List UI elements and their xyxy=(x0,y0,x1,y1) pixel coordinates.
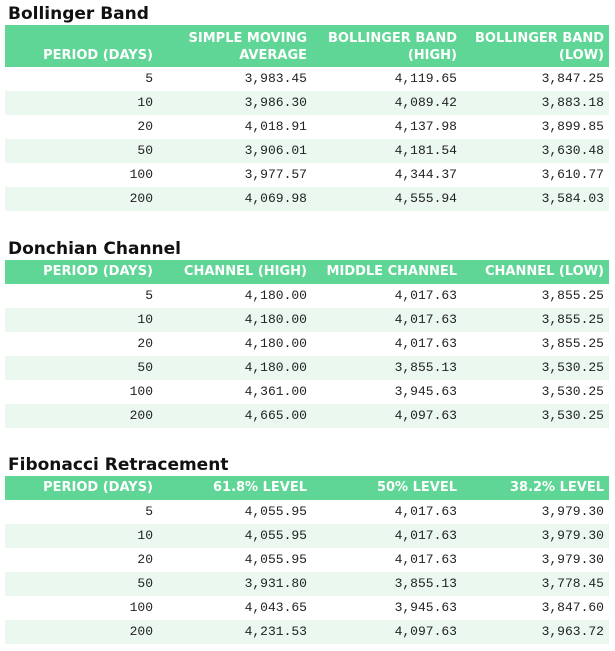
value-cell: 4,119.65 xyxy=(394,71,457,86)
column-header: PERIOD (DAYS) xyxy=(5,25,158,67)
value-cell: 4,069.98 xyxy=(158,187,312,211)
table-row xyxy=(5,572,609,596)
table-row xyxy=(5,596,609,620)
value-cell: 3,963.72 xyxy=(462,620,609,644)
value-cell: 3,530.25 xyxy=(462,404,609,428)
value-cell: 3,855.25 xyxy=(541,288,604,303)
table-row xyxy=(5,404,609,428)
value-cell: 3,530.25 xyxy=(541,384,604,399)
period-cell: 100 xyxy=(129,384,153,399)
column-header: PERIOD (DAYS) xyxy=(5,476,158,500)
table-row xyxy=(5,284,609,308)
value-cell: 4,055.95 xyxy=(158,524,312,548)
bollinger-band-section xyxy=(5,3,609,211)
table-row xyxy=(5,308,609,332)
fibonacci-retracement-title: Fibonacci Retracement xyxy=(8,455,229,475)
column-header: 61.8% LEVEL xyxy=(158,476,312,500)
value-cell: 4,018.91 xyxy=(244,119,307,134)
value-cell: 4,097.63 xyxy=(312,620,462,644)
value-cell: 4,055.95 xyxy=(244,552,307,567)
donchian-channel-table xyxy=(5,260,609,428)
value-cell: 3,855.25 xyxy=(462,308,609,332)
value-cell: 4,181.54 xyxy=(312,139,462,163)
value-cell: 3,945.63 xyxy=(394,600,457,615)
table-header-row xyxy=(5,476,609,500)
period-cell: 100 xyxy=(129,167,153,182)
value-cell: 4,180.00 xyxy=(158,356,312,380)
value-cell: 3,847.25 xyxy=(541,71,604,86)
period-cell: 10 xyxy=(5,524,158,548)
table-row xyxy=(5,187,609,211)
column-header: BOLLINGER BAND (HIGH) xyxy=(312,25,462,67)
value-cell: 4,043.65 xyxy=(244,600,307,615)
period-cell: 20 xyxy=(137,552,153,567)
column-header: PERIOD (DAYS) xyxy=(5,260,158,284)
value-cell: 4,017.63 xyxy=(312,524,462,548)
value-cell: 3,983.45 xyxy=(244,71,307,86)
value-cell: 3,847.60 xyxy=(541,600,604,615)
value-cell: 4,097.63 xyxy=(312,404,462,428)
value-cell: 3,855.25 xyxy=(541,336,604,351)
value-cell: 4,017.63 xyxy=(312,308,462,332)
table-row xyxy=(5,91,609,115)
value-cell: 3,883.18 xyxy=(462,91,609,115)
value-cell: 3,630.48 xyxy=(462,139,609,163)
period-cell: 50 xyxy=(5,139,158,163)
column-header: CHANNEL (LOW) xyxy=(462,260,609,284)
period-cell: 10 xyxy=(5,308,158,332)
period-cell: 5 xyxy=(145,71,153,86)
column-header: 38.2% LEVEL xyxy=(462,476,609,500)
table-row xyxy=(5,163,609,187)
value-cell: 3,945.63 xyxy=(394,384,457,399)
period-cell: 10 xyxy=(5,91,158,115)
value-cell: 4,180.00 xyxy=(244,336,307,351)
table-row xyxy=(5,620,609,644)
value-cell: 3,584.03 xyxy=(462,187,609,211)
period-cell: 20 xyxy=(137,336,153,351)
value-cell: 4,017.63 xyxy=(394,504,457,519)
value-cell: 3,931.80 xyxy=(158,572,312,596)
value-cell: 3,855.13 xyxy=(312,572,462,596)
period-cell: 200 xyxy=(5,620,158,644)
value-cell: 4,137.98 xyxy=(394,119,457,134)
table-row xyxy=(5,115,609,139)
value-cell: 4,231.53 xyxy=(158,620,312,644)
period-cell: 200 xyxy=(5,404,158,428)
value-cell: 3,979.30 xyxy=(462,524,609,548)
table-body xyxy=(5,284,609,428)
value-cell: 3,979.30 xyxy=(541,504,604,519)
value-cell: 4,361.00 xyxy=(244,384,307,399)
value-cell: 3,855.13 xyxy=(312,356,462,380)
value-cell: 4,180.00 xyxy=(158,308,312,332)
period-cell: 5 xyxy=(145,504,153,519)
value-cell: 3,906.01 xyxy=(158,139,312,163)
table-row xyxy=(5,67,609,91)
period-cell: 5 xyxy=(145,288,153,303)
table-row xyxy=(5,139,609,163)
period-cell: 100 xyxy=(129,600,153,615)
value-cell: 3,979.30 xyxy=(541,552,604,567)
column-header: SIMPLE MOVING AVERAGE xyxy=(158,25,312,67)
fibonacci-retracement-table xyxy=(5,476,609,644)
value-cell: 4,555.94 xyxy=(312,187,462,211)
column-header: MIDDLE CHANNEL xyxy=(312,260,462,284)
value-cell: 4,017.63 xyxy=(394,552,457,567)
value-cell: 4,344.37 xyxy=(394,167,457,182)
table-body xyxy=(5,67,609,211)
period-cell: 50 xyxy=(5,572,158,596)
donchian-channel-section xyxy=(5,238,609,428)
period-cell: 50 xyxy=(5,356,158,380)
value-cell: 3,778.45 xyxy=(462,572,609,596)
value-cell: 4,017.63 xyxy=(394,288,457,303)
column-header: BOLLINGER BAND (LOW) xyxy=(462,25,609,67)
table-header-row xyxy=(5,260,609,284)
table-body xyxy=(5,500,609,644)
table-row xyxy=(5,524,609,548)
fibonacci-retracement-section xyxy=(5,454,609,644)
value-cell: 4,665.00 xyxy=(158,404,312,428)
column-header: CHANNEL (HIGH) xyxy=(158,260,312,284)
bollinger-band-table xyxy=(5,25,609,211)
value-cell: 4,180.00 xyxy=(244,288,307,303)
value-cell: 4,055.95 xyxy=(244,504,307,519)
column-header: 50% LEVEL xyxy=(312,476,462,500)
donchian-channel-title: Donchian Channel xyxy=(8,239,182,259)
table-row xyxy=(5,356,609,380)
value-cell: 3,977.57 xyxy=(244,167,307,182)
value-cell: 3,899.85 xyxy=(541,119,604,134)
period-cell: 200 xyxy=(5,187,158,211)
bollinger-band-title: Bollinger Band xyxy=(8,4,149,24)
table-row xyxy=(5,380,609,404)
table-row xyxy=(5,332,609,356)
table-header-row xyxy=(5,25,609,67)
period-cell: 20 xyxy=(137,119,153,134)
table-row xyxy=(5,548,609,572)
value-cell: 3,610.77 xyxy=(541,167,604,182)
value-cell: 4,089.42 xyxy=(312,91,462,115)
value-cell: 4,017.63 xyxy=(394,336,457,351)
table-row xyxy=(5,500,609,524)
value-cell: 3,530.25 xyxy=(462,356,609,380)
value-cell: 3,986.30 xyxy=(158,91,312,115)
